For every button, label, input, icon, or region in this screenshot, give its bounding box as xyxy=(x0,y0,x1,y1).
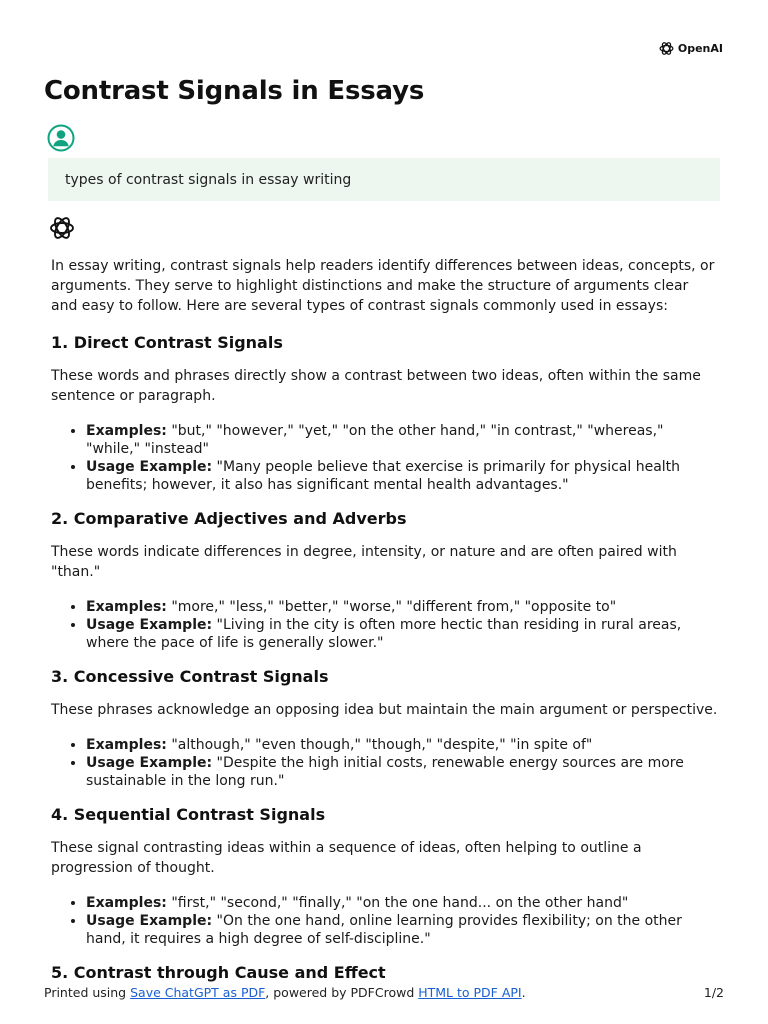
section-heading: 3. Concessive Contrast Signals xyxy=(51,667,329,686)
chatgpt-logo-icon xyxy=(48,214,76,242)
user-avatar-icon xyxy=(47,124,75,152)
list-item xyxy=(86,458,719,494)
examples-label: Examples: xyxy=(86,895,167,911)
list-item xyxy=(86,894,719,912)
examples-label: Examples: xyxy=(86,423,167,439)
section-list xyxy=(51,598,719,652)
brand-name: OpenAI xyxy=(677,42,723,55)
footer-middle: , powered by PDFCrowd xyxy=(265,985,419,1000)
page-title: Contrast Signals in Essays xyxy=(44,76,425,106)
list-item xyxy=(86,912,719,948)
section-heading: 2. Comparative Adjectives and Adverbs xyxy=(51,509,407,528)
page-number: 1/2 xyxy=(703,985,724,1000)
examples-text: "first," "second," "finally," "on the one hand... on the other hand" xyxy=(171,895,629,911)
openai-brand xyxy=(658,40,723,57)
openai-logo-icon xyxy=(658,40,675,57)
examples-text: "although," "even though," "though," "despite," "in spite of" xyxy=(171,737,593,753)
section-description: These words indicate differences in degree, intensity, or nature and are often paired with "than." xyxy=(51,544,677,580)
examples-label: Examples: xyxy=(86,599,167,615)
section-heading: 5. Contrast through Cause and Effect xyxy=(51,963,386,982)
footer-suffix: . xyxy=(521,985,526,1000)
print-footer xyxy=(44,985,724,1000)
usage-text: "Living in the city is often more hectic than residing in rural areas, where the pace of life is generally slower." xyxy=(86,617,682,651)
section-list xyxy=(51,894,719,948)
usage-text: "Many people believe that exercise is primarily for physical health benefits; however, it also has significant mental health advantages." xyxy=(86,459,681,493)
answer-intro: In essay writing, contrast signals help readers identify differences between ideas, concepts, or arguments. They serve to highlight distinctions and make the structure of arguments clear and easy to follow. Here are several types of contrast signals commonly used in essays: xyxy=(51,258,715,314)
examples-text: "but," "however," "yet," "on the other hand," "in contrast," "whereas," "while," "instead" xyxy=(86,423,664,457)
footer-credit xyxy=(44,985,526,1000)
usage-text: "Despite the high initial costs, renewable energy sources are more sustainable in the long run." xyxy=(86,755,684,789)
user-prompt xyxy=(48,158,720,201)
usage-label: Usage Example: xyxy=(86,617,213,633)
usage-label: Usage Example: xyxy=(86,459,213,475)
section-list xyxy=(51,422,719,494)
usage-label: Usage Example: xyxy=(86,913,213,929)
list-item xyxy=(86,422,719,458)
section-heading: 4. Sequential Contrast Signals xyxy=(51,805,326,824)
usage-text: "On the one hand, online learning provides flexibility; on the other hand, it requires a high degree of self-discipline." xyxy=(86,913,682,947)
section-heading: 1. Direct Contrast Signals xyxy=(51,333,283,352)
save-chatgpt-pdf-link[interactable]: Save ChatGPT as PDF xyxy=(130,985,266,1000)
footer-prefix: Printed using xyxy=(44,985,131,1000)
usage-label: Usage Example: xyxy=(86,755,213,771)
assistant-answer xyxy=(51,256,719,996)
section-description: These signal contrasting ideas within a sequence of ideas, often helping to outline a progression of thought. xyxy=(51,840,642,876)
examples-label: Examples: xyxy=(86,737,167,753)
section-list xyxy=(51,736,719,790)
user-prompt-text: types of contrast signals in essay writing xyxy=(65,171,352,188)
list-item xyxy=(86,754,719,790)
examples-text: "more," "less," "better," "worse," "different from," "opposite to" xyxy=(171,599,617,615)
section-description: These phrases acknowledge an opposing idea but maintain the main argument or perspective. xyxy=(51,702,718,718)
section-description: These words and phrases directly show a contrast between two ideas, often within the same sentence or paragraph. xyxy=(51,368,701,404)
list-item xyxy=(86,598,719,616)
list-item xyxy=(86,736,719,754)
html-to-pdf-api-link[interactable]: HTML to PDF API xyxy=(418,985,522,1000)
list-item xyxy=(86,616,719,652)
